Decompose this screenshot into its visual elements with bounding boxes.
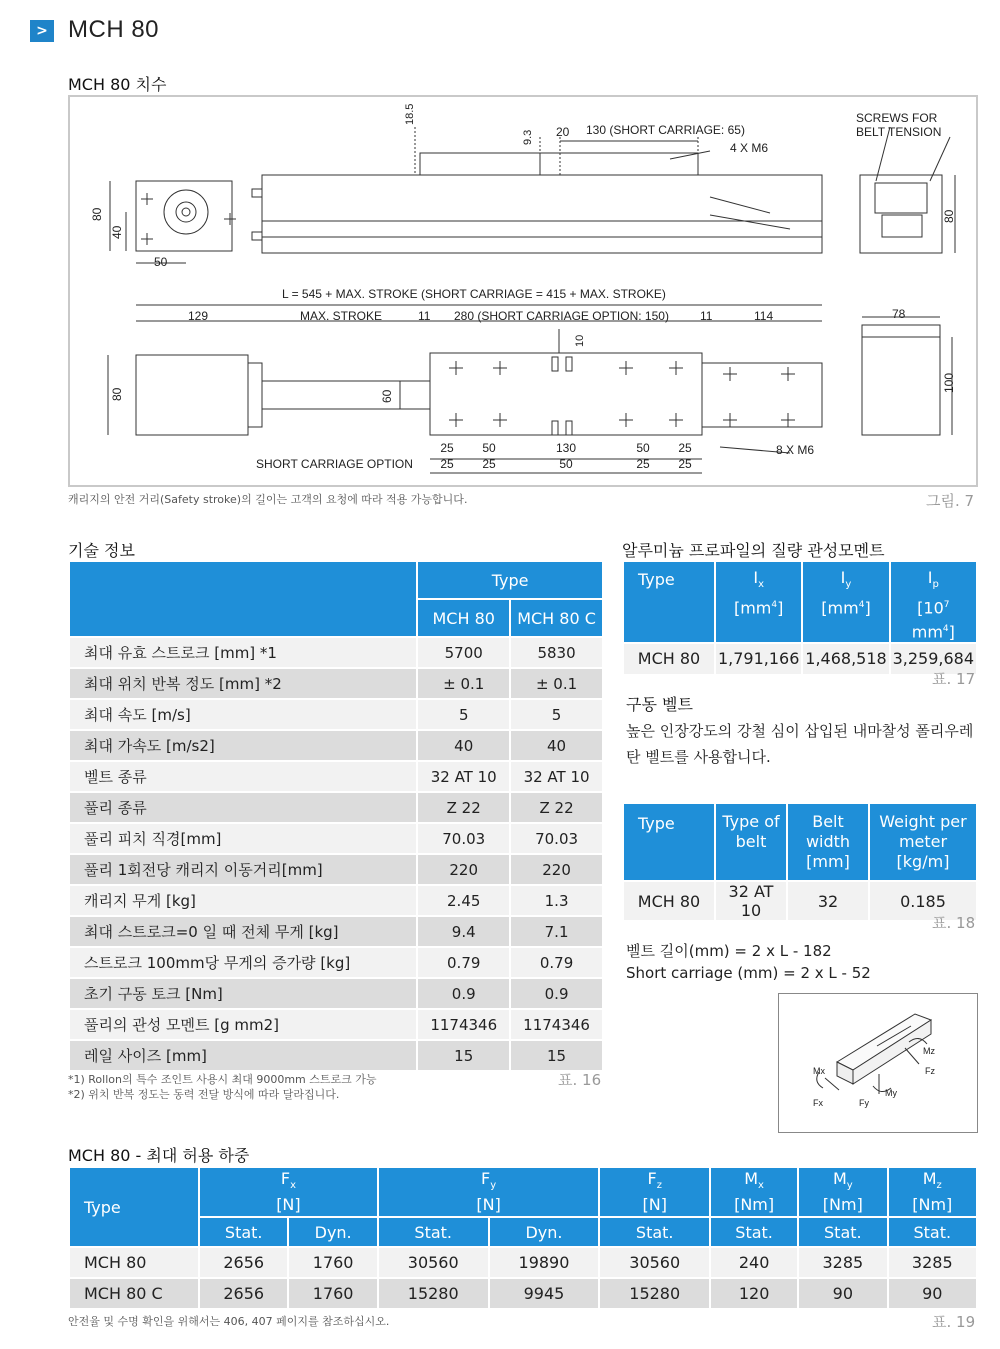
dim-11-a: 11 (418, 309, 431, 323)
load-value: 90 (798, 1278, 887, 1309)
tech-row-label: 스트로크 100mm당 무게의 증가량 [kg] (69, 947, 417, 978)
load-value: 3285 (798, 1247, 887, 1278)
tech-row (69, 885, 603, 916)
load-row (69, 1278, 977, 1309)
tech-value-mch80: 9.4 (417, 916, 510, 947)
dim-100: 100 (942, 372, 956, 393)
dim-129: 129 (188, 309, 209, 323)
load-subheader: Stat. (599, 1217, 710, 1247)
tech-row-label: 벨트 종류 (69, 761, 417, 792)
inertia-ix: 1,791,166 (715, 643, 802, 675)
tech-row-label: 초기 구동 토크 [Nm] (69, 978, 417, 1009)
load-value: 1760 (288, 1247, 377, 1278)
load-group-header: $M_x$ [Nm] (710, 1167, 798, 1217)
tech-row (69, 823, 603, 854)
inertia-type-header: Type (623, 561, 715, 643)
load-subheader: Stat. (378, 1217, 489, 1247)
tech-value-mch80: 40 (417, 730, 510, 761)
load-value: 3285 (888, 1247, 977, 1278)
chevron-icon: > (30, 20, 54, 42)
tech-row-label: 최대 위치 반복 정도 [mm] *2 (69, 668, 417, 699)
belt-figure-label: 표. 18 (932, 914, 976, 932)
inertia-figure-label: 표. 17 (932, 670, 976, 688)
belt-type-header: Type (623, 803, 715, 881)
dim-max-stroke: MAX. STROKE (300, 309, 383, 323)
tech-table (68, 560, 604, 1072)
tech-row-label: 최대 가속도 [m/s2] (69, 730, 417, 761)
figure-label: 그림. 7 (926, 492, 975, 510)
belt-type-of-belt-header: Type of belt (715, 803, 787, 881)
short-carriage-option-label: SHORT CARRIAGE OPTION (256, 457, 413, 471)
load-group-header: $F_x$ [N] (199, 1167, 378, 1217)
dimensions-caption: 캐리지의 안전 거리(Safety stroke)의 길이는 고객의 요청에 따라 적용 가능합니다. (68, 493, 468, 506)
load-subheader: Dyn. (288, 1217, 377, 1247)
load-value: 1760 (288, 1278, 377, 1309)
load-subheader: Stat. (710, 1217, 798, 1247)
force-label-fz: Fz (925, 1066, 935, 1076)
tech-row-label: 레일 사이즈 [mm] (69, 1040, 417, 1071)
tech-value-mch80: 5700 (417, 637, 510, 668)
belt-weight: 0.185 (869, 881, 977, 921)
dim-8xm6: 8 X M6 (776, 443, 815, 457)
tech-value-mch80c: 7.1 (510, 916, 603, 947)
dim-40: 40 (110, 225, 124, 239)
tech-row-label: 풀리의 관성 모멘트 [g mm2] (69, 1009, 417, 1040)
dim-50: 50 (154, 255, 168, 269)
inertia-table (622, 560, 978, 676)
short-carriage-formula: Short carriage (mm) = 2 x L - 52 (626, 964, 871, 982)
load-subheader: Stat. (199, 1217, 288, 1247)
tech-value-mch80c: 0.79 (510, 947, 603, 978)
tech-value-mch80: 220 (417, 854, 510, 885)
load-value: 9945 (489, 1278, 600, 1309)
dim-11-b: 11 (700, 309, 713, 323)
force-label-mx: Mx (813, 1066, 825, 1076)
belt-weight-header: Weight per meter [kg/m] (869, 803, 977, 881)
dim-row-1: 25 50 130 50 25 (440, 441, 692, 455)
pulley-outline (164, 190, 208, 234)
dim-10: 10 (574, 334, 586, 347)
tech-value-mch80: 1174346 (417, 1009, 510, 1040)
dim-4xm6: 4 X M6 (730, 141, 769, 155)
dim-18-5: 18.5 (404, 103, 416, 125)
dim-280: 280 (SHORT CARRIAGE OPTION: 150) (454, 309, 669, 323)
tech-value-mch80: 5 (417, 699, 510, 730)
belt-length-formula: 벨트 길이(mm) = 2 x L - 182 (626, 942, 832, 960)
tech-figure-label: 표. 16 (558, 1071, 602, 1089)
load-subheader: Dyn. (489, 1217, 600, 1247)
force-label-fx: Fx (813, 1098, 823, 1108)
load-type-header: Type (69, 1167, 199, 1247)
tech-row (69, 1040, 603, 1071)
tech-row (69, 947, 603, 978)
belt-type: MCH 80 (623, 881, 715, 921)
forces-diagram (778, 993, 978, 1133)
belt-width: 32 (787, 881, 869, 921)
tech-row (69, 792, 603, 823)
tech-row-label: 풀리 피치 직경[mm] (69, 823, 417, 854)
tech-value-mch80: Z 22 (417, 792, 510, 823)
belt-width-header: Belt width [mm] (787, 803, 869, 881)
tech-type-header: Type (417, 561, 603, 599)
tech-value-mch80c: Z 22 (510, 792, 603, 823)
load-group-header: $F_y$ [N] (378, 1167, 600, 1217)
tech-heading: 기술 정보 (68, 541, 135, 560)
drive-belt-text: 높은 인장강도의 강철 심이 삽입된 내마찰성 폴리우레탄 벨트를 사용합니다. (626, 722, 974, 766)
load-table (68, 1166, 978, 1310)
dim-80-lower: 80 (110, 387, 124, 401)
load-group-header: $F_z$ [N] (599, 1167, 710, 1217)
inertia-ix-header: $I_x$ $[mm^4]$ (715, 561, 802, 643)
tech-value-mch80: 0.9 (417, 978, 510, 1009)
inertia-iy: 1,468,518 (802, 643, 889, 675)
load-subheader: Stat. (798, 1217, 887, 1247)
load-value: 2656 (199, 1247, 288, 1278)
dim-114: 114 (754, 309, 774, 323)
load-value: 30560 (378, 1247, 489, 1278)
screws-label: SCREWS FOR (856, 111, 938, 125)
tech-value-mch80c: 1174346 (510, 1009, 603, 1040)
tech-row (69, 761, 603, 792)
tech-row-label: 풀리 1회전당 캐리지 이동거리[mm] (69, 854, 417, 885)
tech-value-mch80c: 15 (510, 1040, 603, 1071)
tech-row (69, 916, 603, 947)
load-value: 90 (888, 1278, 977, 1309)
load-heading: MCH 80 - 최대 허용 하중 (68, 1146, 250, 1165)
load-group-header: $M_y$ [Nm] (798, 1167, 887, 1217)
tech-row (69, 854, 603, 885)
tech-value-mch80c: 32 AT 10 (510, 761, 603, 792)
page-title: MCH 80 (68, 16, 160, 43)
tech-row (69, 730, 603, 761)
belt-tension-label: BELT TENSION (856, 125, 942, 139)
load-group-header: $M_z$ [Nm] (888, 1167, 977, 1217)
tech-row (69, 1009, 603, 1040)
force-label-mz: Mz (923, 1046, 935, 1056)
load-value: 120 (710, 1278, 798, 1309)
belt-type-of-belt: 32 AT 10 (715, 881, 787, 921)
tech-row-label: 최대 속도 [m/s] (69, 699, 417, 730)
tech-row-label: 최대 스트로크=0 일 때 전체 무게 [kg] (69, 916, 417, 947)
tech-value-mch80: 70.03 (417, 823, 510, 854)
load-row-type: MCH 80 (69, 1247, 199, 1278)
load-value: 15280 (378, 1278, 489, 1309)
dim-80-left: 80 (90, 207, 104, 221)
tech-value-mch80: 0.79 (417, 947, 510, 978)
force-label-my: My (885, 1088, 897, 1098)
tech-row-label: 캐리지 무게 [kg] (69, 885, 417, 916)
tech-note-2: *2) 위치 반복 정도는 동력 전달 방식에 따라 달라집니다. (68, 1088, 340, 1101)
load-figure-label: 표. 19 (932, 1313, 976, 1331)
load-note: 안전율 및 수명 확인을 위해서는 406, 407 페이지를 참조하십시오. (68, 1315, 390, 1328)
load-row-type: MCH 80 C (69, 1278, 199, 1309)
belt-table (622, 802, 978, 922)
tech-value-mch80: ± 0.1 (417, 668, 510, 699)
tech-value-mch80: 2.45 (417, 885, 510, 916)
tech-row (69, 978, 603, 1009)
inertia-ip-header: $I_p$ [$10^7$ $mm^4$] (890, 561, 977, 643)
technical-drawing (68, 95, 978, 487)
tech-col-mch80c: MCH 80 C (510, 599, 603, 637)
inertia-iy-header: $I_y$ $[mm^4]$ (802, 561, 889, 643)
inertia-heading: 알루미늄 프로파일의 질량 관성모멘트 (622, 541, 885, 560)
force-label-fy: Fy (859, 1098, 869, 1108)
tech-row (69, 668, 603, 699)
tech-row (69, 699, 603, 730)
load-value: 15280 (599, 1278, 710, 1309)
inertia-type: MCH 80 (623, 643, 715, 675)
load-value: 30560 (599, 1247, 710, 1278)
tech-value-mch80c: 5 (510, 699, 603, 730)
tech-value-mch80c: 40 (510, 730, 603, 761)
dim-78: 78 (892, 307, 906, 321)
tech-value-mch80: 32 AT 10 (417, 761, 510, 792)
load-value: 19890 (489, 1247, 600, 1278)
tech-value-mch80c: 1.3 (510, 885, 603, 916)
dim-20: 20 (556, 125, 570, 139)
dim-130: 130 (SHORT CARRIAGE: 65) (586, 123, 745, 137)
load-subheader: Stat. (888, 1217, 977, 1247)
load-value: 240 (710, 1247, 798, 1278)
tech-row-label: 최대 유효 스트로크 [mm] *1 (69, 637, 417, 668)
drive-belt-heading: 구동 벨트 (626, 695, 693, 714)
tech-value-mch80c: 220 (510, 854, 603, 885)
load-value: 2656 (199, 1278, 288, 1309)
tech-row (69, 637, 603, 668)
dimensions-heading: MCH 80 치수 (68, 75, 167, 94)
load-row (69, 1247, 977, 1278)
tech-row-label: 풀리 종류 (69, 792, 417, 823)
tech-col-mch80: MCH 80 (417, 599, 510, 637)
dim-80-right: 80 (942, 209, 956, 223)
dim-9-3: 9.3 (522, 129, 534, 145)
tech-value-mch80: 15 (417, 1040, 510, 1071)
tech-value-mch80c: 0.9 (510, 978, 603, 1009)
tech-value-mch80c: 70.03 (510, 823, 603, 854)
dim-row-2: 25 25 50 25 25 (440, 457, 692, 471)
dim-60: 60 (380, 389, 394, 403)
length-formula: L = 545 + MAX. STROKE (SHORT CARRIAGE = 415 + MAX. STROKE) (282, 287, 666, 301)
tech-note-1: *1) Rollon의 특수 조인트 사용시 최대 9000mm 스트로크 가능 (68, 1073, 377, 1086)
tech-value-mch80c: ± 0.1 (510, 668, 603, 699)
tech-value-mch80c: 5830 (510, 637, 603, 668)
inertia-ip: 3,259,684 (890, 643, 977, 675)
